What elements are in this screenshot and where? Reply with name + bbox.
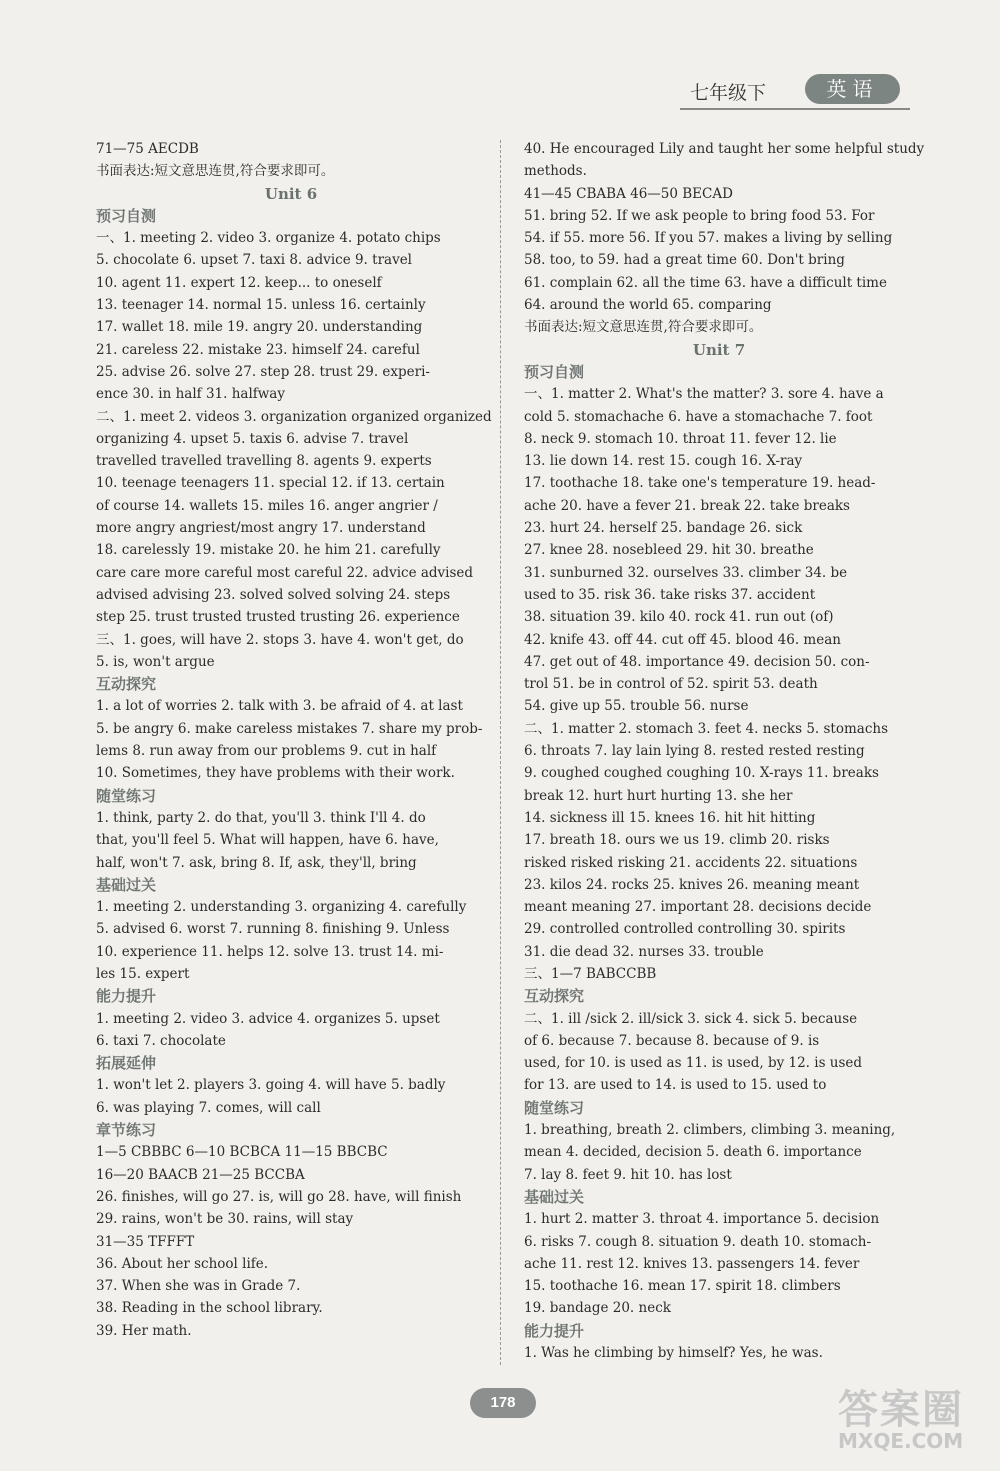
- answer-line: 71—75 AECDB: [96, 141, 199, 157]
- answer-line: 16—20 BAACB 21—25 BCCBA: [96, 1166, 305, 1183]
- answer-line: 54. if 55. more 56. If you 57. makes a living by selling: [524, 230, 893, 247]
- answer-line: 25. advise 26. solve 27. step 28. trust 29. experi-: [96, 363, 430, 380]
- answer-line: 10. Sometimes, they have problems with their work.: [96, 765, 455, 782]
- answer-line: 书面表达:短文意思连贯,符合要求即可。: [524, 319, 763, 336]
- answer-line: 1. think, party 2. do that, you'll 3. think I'll 4. do: [96, 809, 426, 826]
- answer-line: 39. Her math.: [96, 1322, 192, 1339]
- section-heading: 随堂练习: [96, 786, 157, 805]
- answer-line: 61. complain 62. all the time 63. have a difficult time: [524, 274, 887, 291]
- answer-line: organizing 4. upset 5. taxis 6. advise 7. travel: [96, 430, 409, 447]
- answer-line: 21. careless 22. mistake 23. himself 24. careful: [96, 341, 420, 358]
- answer-line: 1. breathing, breath 2. climbers, climbing 3. meaning,: [524, 1122, 896, 1139]
- answer-line: 23. kilos 24. rocks 25. knives 26. meaning meant: [524, 876, 860, 893]
- answer-line: 38. situation 39. kilo 40. rock 41. run out (of): [524, 609, 834, 626]
- answer-line: more angry angriest/most angry 17. understand: [96, 520, 426, 537]
- answer-line: 二、1. matter 2. stomach 3. feet 4. necks 5. stomachs: [524, 720, 889, 737]
- answer-line: 17. toothache 18. take one's temperature 19. head-: [524, 475, 876, 492]
- unit-heading: Unit 7: [692, 340, 746, 359]
- left-answer-column: [96, 138, 492, 1342]
- answer-line: 47. get out of 48. importance 49. decision 50. con-: [524, 653, 870, 670]
- answer-line: 17. breath 18. ours we us 19. climb 20. risks: [524, 832, 830, 849]
- answer-line: 1. hurt 2. matter 3. throat 4. importance 5. decision: [524, 1211, 880, 1228]
- answer-line: 18. carelessly 19. mistake 20. he him 21. carefully: [96, 542, 441, 559]
- watermark-logo: 答案圈: [838, 1387, 964, 1433]
- answer-line: 7. lay 8. feet 9. hit 10. has lost: [524, 1166, 732, 1183]
- answer-line: used to 35. risk 36. take risks 37. accident: [524, 586, 816, 603]
- grade-label: 七年级下: [690, 82, 767, 104]
- answer-line: 14. sickness ill 15. knees 16. hit hit hitting: [524, 809, 816, 826]
- answer-line: 40. He encouraged Lily and taught her some helpful study: [524, 141, 925, 157]
- section-heading: 互动探究: [96, 675, 157, 694]
- answer-line: 6. was playing 7. comes, will call: [96, 1099, 321, 1116]
- section-heading: 互动探究: [524, 987, 585, 1006]
- answer-line: cold 5. stomachache 6. have a stomachache 7. foot: [524, 408, 873, 425]
- answer-line: 1. won't let 2. players 3. going 4. will have 5. badly: [96, 1077, 446, 1094]
- answer-line: 二、1. ill /sick 2. ill/sick 3. sick 4. sick 5. because: [524, 1010, 858, 1027]
- answer-line: 13. lie down 14. rest 15. cough 16. X-ray: [524, 453, 803, 470]
- answer-line: risked risked risking 21. accidents 22. situations: [524, 854, 858, 871]
- answer-line: 三、1—7 BABCCBB: [524, 965, 657, 982]
- answer-line: 10. teenage teenagers 11. special 12. if 13. certain: [96, 475, 445, 492]
- unit-heading: Unit 6: [264, 184, 318, 203]
- answer-line: 书面表达:短文意思连贯,符合要求即可。: [96, 163, 335, 180]
- section-heading: 随堂练习: [524, 1098, 585, 1117]
- answer-line: for 13. are used to 14. is used to 15. used to: [524, 1077, 827, 1094]
- answer-line: meant meaning 27. important 28. decisions decide: [524, 899, 872, 916]
- answer-line: methods.: [524, 163, 587, 180]
- answer-line: 8. neck 9. stomach 10. throat 11. fever 12. lie: [524, 430, 837, 447]
- answer-line: 26. finishes, will go 27. is, will go 28. have, will finish: [96, 1188, 462, 1205]
- answer-line: 1—5 CBBBC 6—10 BCBCA 11—15 BBCBC: [96, 1144, 388, 1161]
- section-heading: 能力提升: [524, 1321, 585, 1340]
- header-rule: [680, 108, 910, 110]
- answer-line: ache 20. have a fever 21. break 22. take breaks: [524, 497, 850, 514]
- answer-line: ache 11. rest 12. knives 13. passengers 14. fever: [524, 1255, 860, 1272]
- answer-line: 42. knife 43. off 44. cut off 45. blood 46. mean: [524, 631, 841, 648]
- answer-line: 5. chocolate 6. upset 7. taxi 8. advice 9. travel: [96, 252, 413, 269]
- answer-line: 31. die dead 32. nurses 33. trouble: [524, 943, 764, 960]
- answer-line: 1. meeting 2. video 3. advice 4. organizes 5. upset: [96, 1010, 440, 1027]
- answer-line: travelled travelled travelling 8. agents 9. experts: [96, 453, 432, 470]
- answer-line: 1. Was he climbing by himself? Yes, he was.: [524, 1345, 823, 1362]
- answer-line: 1. a lot of worries 2. talk with 3. be afraid of 4. at last: [96, 698, 463, 715]
- answer-line: advised advising 23. solved solved solving 24. steps: [96, 586, 451, 603]
- answer-line: 5. be angry 6. make careless mistakes 7. share my prob-: [96, 720, 483, 737]
- answer-line: ence 30. in half 31. halfway: [96, 386, 285, 403]
- answer-line: 1. meeting 2. understanding 3. organizing 4. carefully: [96, 899, 467, 916]
- answer-line: of course 14. wallets 15. miles 16. anger angrier /: [96, 497, 438, 514]
- answer-line: 41—45 CBABA 46—50 BECAD: [524, 185, 733, 202]
- section-heading: 能力提升: [96, 987, 157, 1006]
- page-number: 178: [470, 1388, 536, 1418]
- answer-line: 17. wallet 18. mile 19. angry 20. understanding: [96, 319, 423, 336]
- answer-line: care care more careful most careful 22. advice advised: [96, 564, 474, 581]
- answer-line: 6. throats 7. lay lain lying 8. rested rested resting: [524, 743, 865, 760]
- answer-line: 29. controlled controlled controlling 30. spirits: [524, 921, 846, 938]
- answer-line: 10. experience 11. helps 12. solve 13. trust 14. mi-: [96, 943, 444, 960]
- answer-line: trol 51. be in control of 52. spirit 53. death: [524, 676, 818, 693]
- answer-line: 64. around the world 65. comparing: [524, 297, 772, 314]
- answer-line: mean 4. decided, decision 5. death 6. importance: [524, 1144, 862, 1161]
- answer-line: 5. is, won't argue: [96, 653, 215, 670]
- answer-line: 37. When she was in Grade 7.: [96, 1278, 301, 1295]
- answer-line: 54. give up 55. trouble 56. nurse: [524, 698, 749, 715]
- answer-line: 一、1. matter 2. What's the matter? 3. sore 4. have a: [524, 386, 884, 403]
- answer-line: 5. advised 6. worst 7. running 8. finishing 9. Unless: [96, 921, 450, 938]
- answer-line: 6. taxi 7. chocolate: [96, 1032, 226, 1049]
- answer-line: that, you'll feel 5. What will happen, have 6. have,: [96, 832, 439, 849]
- answer-line: 23. hurt 24. herself 25. bandage 26. sick: [524, 520, 803, 537]
- section-heading: 预习自测: [96, 206, 157, 225]
- section-heading: 基础过关: [96, 875, 157, 894]
- answer-line: 6. risks 7. cough 8. situation 9. death 10. stomach-: [524, 1233, 872, 1250]
- section-heading: 章节练习: [96, 1121, 157, 1140]
- watermark-url: MXQE.COM: [838, 1429, 964, 1453]
- section-heading: 基础过关: [524, 1187, 585, 1206]
- answer-line: step 25. trust trusted trusted trusting 26. experience: [96, 609, 460, 626]
- answer-line: 一、1. meeting 2. video 3. organize 4. potato chips: [96, 230, 441, 247]
- answer-line: 58. too, to 59. had a great time 60. Don't bring: [524, 252, 845, 269]
- answer-line: of 6. because 7. because 8. because of 9. is: [524, 1032, 820, 1049]
- subject-badge: 英语: [805, 74, 900, 104]
- answer-line: lems 8. run away from our problems 9. cut in half: [96, 743, 437, 760]
- answer-line: 31. sunburned 32. ourselves 33. climber 34. be: [524, 564, 848, 581]
- answer-line: 13. teenager 14. normal 15. unless 16. certainly: [96, 297, 426, 314]
- answer-line: 38. Reading in the school library.: [96, 1300, 323, 1317]
- answer-line: 15. toothache 16. mean 17. spirit 18. climbers: [524, 1278, 841, 1295]
- page-header: [640, 72, 910, 112]
- answer-line: 二、1. meet 2. videos 3. organization organized organized: [96, 408, 492, 425]
- site-watermark: [838, 1378, 988, 1453]
- answer-line: half, won't 7. ask, bring 8. If, ask, they'll, bring: [96, 854, 417, 871]
- section-heading: 预习自测: [524, 362, 585, 381]
- answer-line: 29. rains, won't be 30. rains, will stay: [96, 1211, 354, 1228]
- answer-line: 31—35 TFFFT: [96, 1233, 195, 1250]
- section-heading: 拓展延伸: [96, 1054, 157, 1073]
- right-answer-column: [524, 138, 925, 1364]
- answer-line: 51. bring 52. If we ask people to bring food 53. For: [524, 207, 875, 224]
- answer-line: used, for 10. is used as 11. is used, by 12. is used: [524, 1055, 863, 1072]
- answer-line: break 12. hurt hurt hurting 13. she her: [524, 787, 793, 804]
- answer-line: 9. coughed coughed coughing 10. X-rays 11. breaks: [524, 765, 879, 782]
- answer-line: 36. About her school life.: [96, 1255, 269, 1272]
- answer-line: les 15. expert: [96, 965, 190, 982]
- answer-line: 10. agent 11. expert 12. keep... to oneself: [96, 274, 382, 291]
- answer-line: 19. bandage 20. neck: [524, 1300, 671, 1317]
- answer-line: 27. knee 28. nosebleed 29. hit 30. breathe: [524, 542, 814, 559]
- column-divider: [500, 140, 501, 1365]
- answer-line: 三、1. goes, will have 2. stops 3. have 4. won't get, do: [96, 631, 464, 648]
